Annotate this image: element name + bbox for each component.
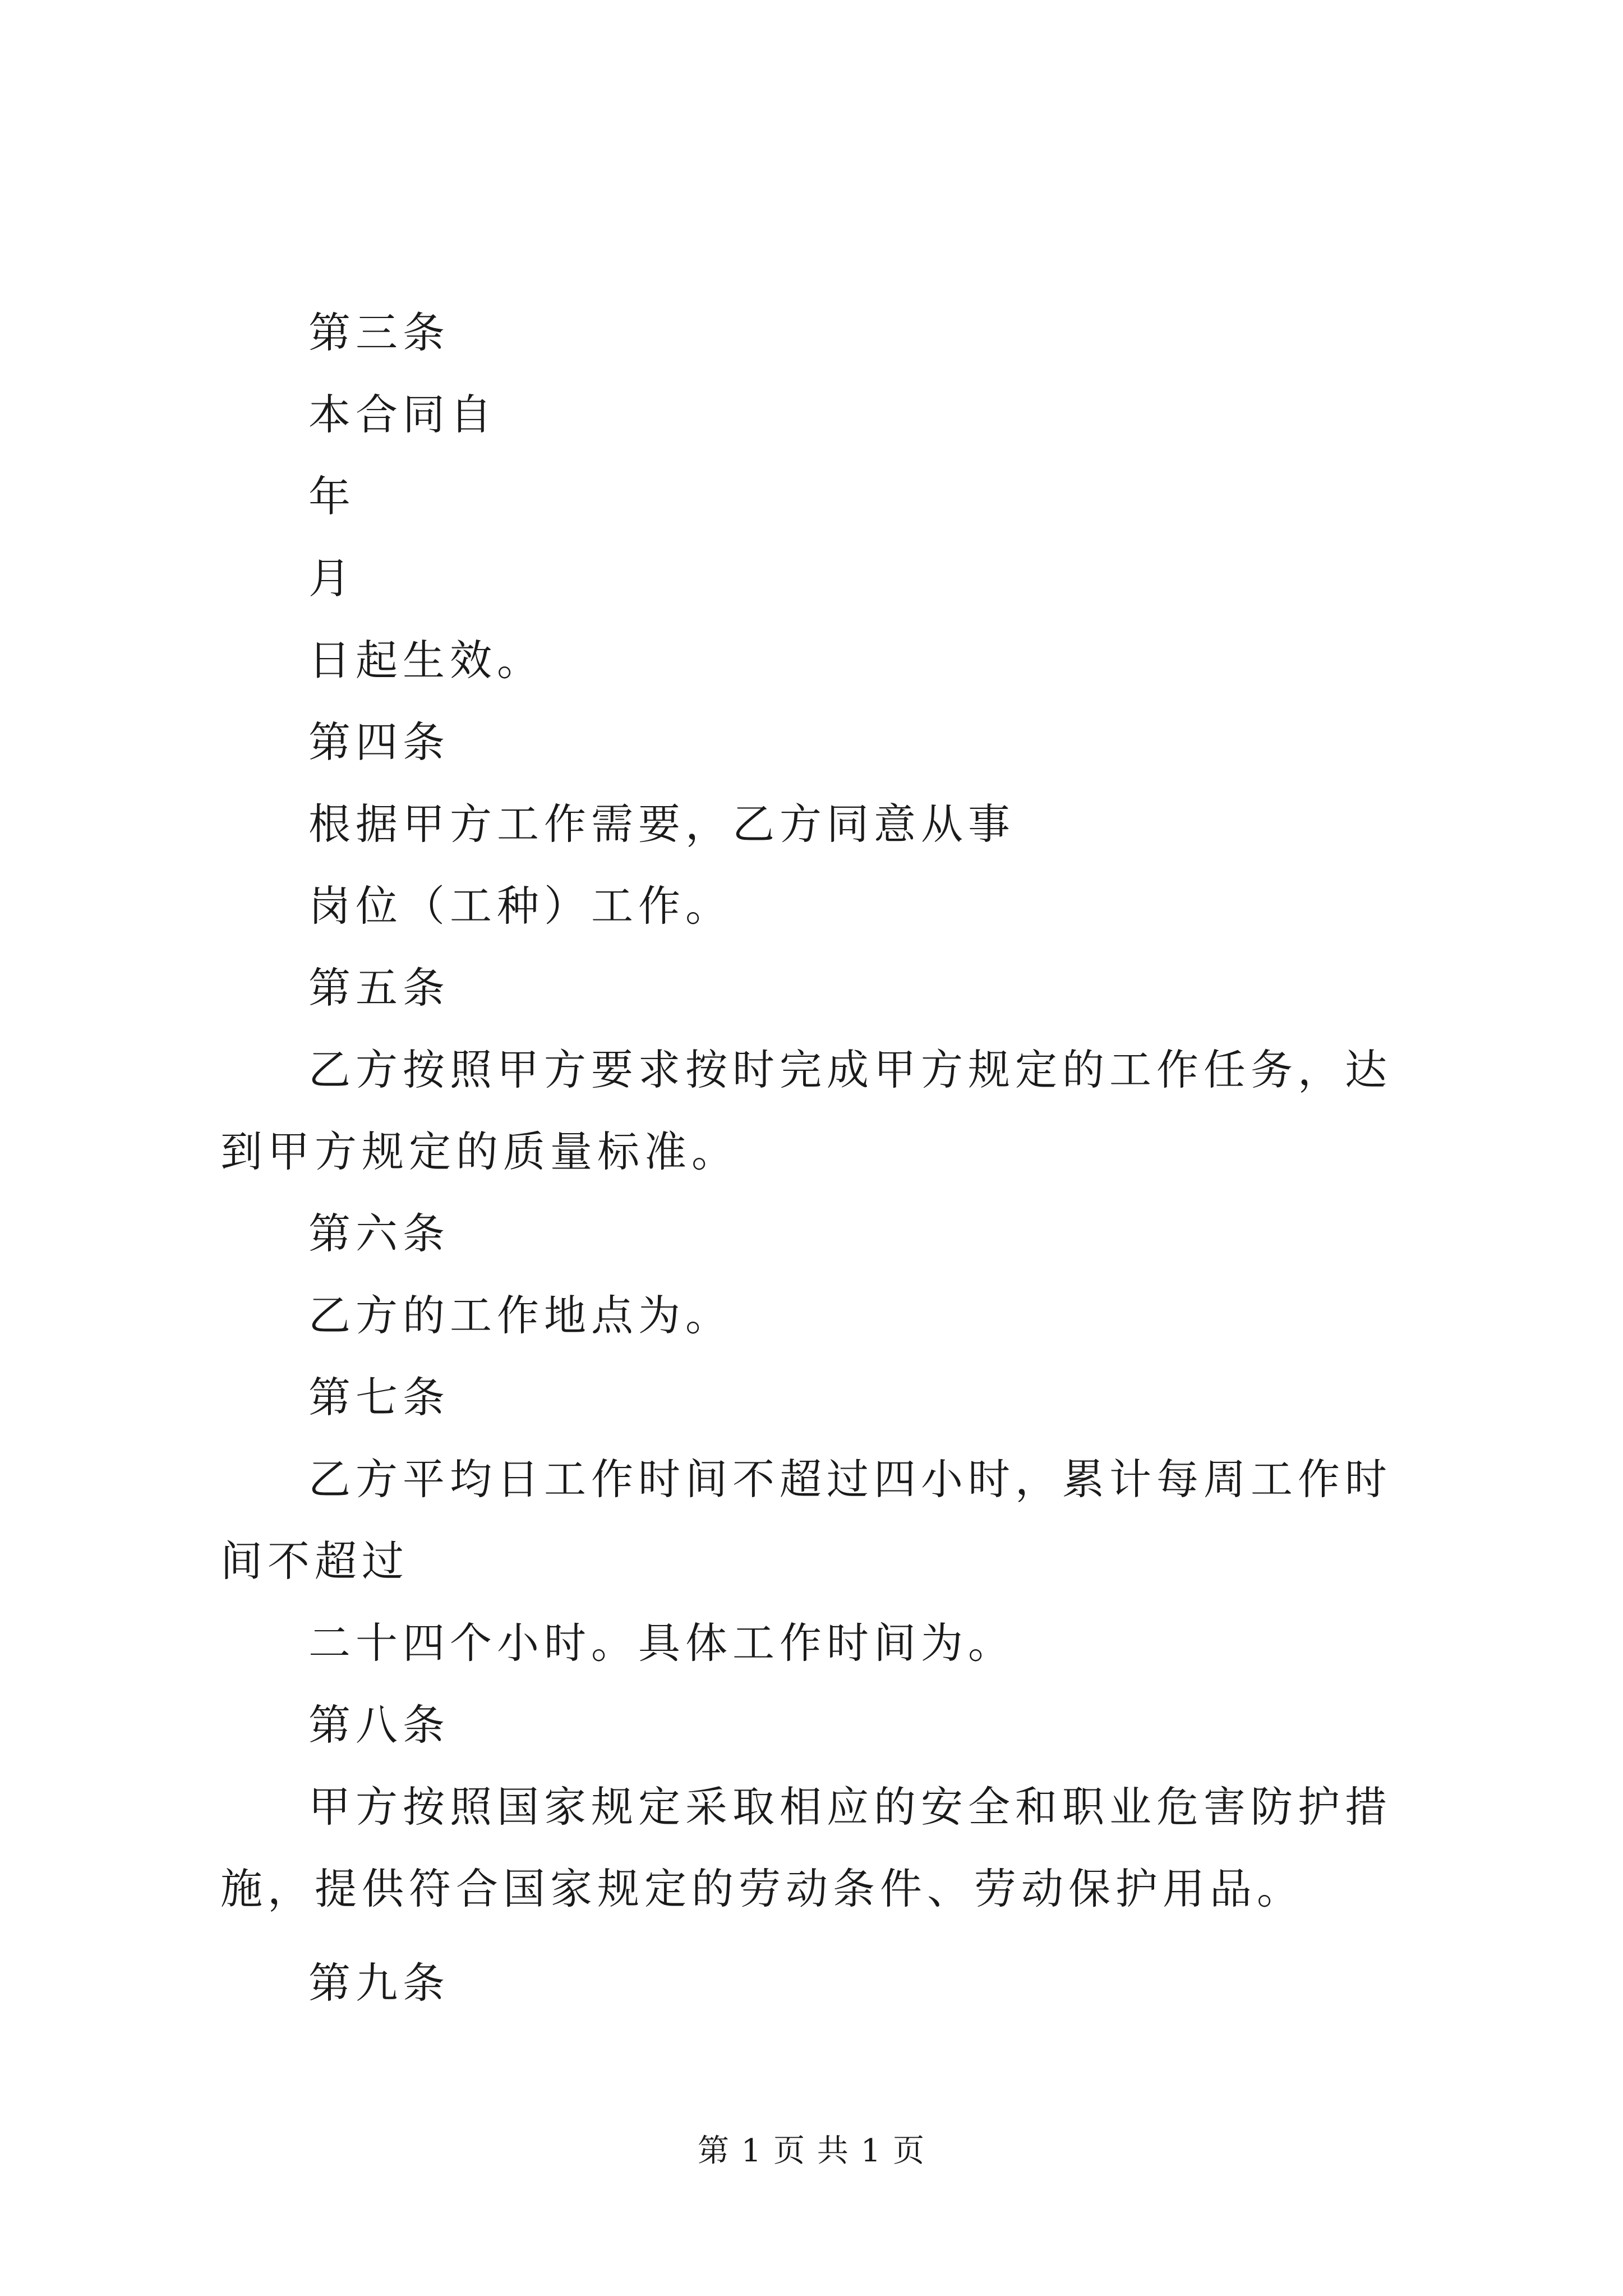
- paragraph-day-effective: 日起生效。: [308, 636, 545, 685]
- article-heading-5: 第五条: [308, 963, 450, 1013]
- article-heading-9: 第九条: [308, 1958, 450, 2008]
- paragraph-task-standard: 乙方按照甲方要求按时完成甲方规定的工作任务，达到甲方规定的质量标准。: [220, 1045, 1393, 1176]
- paragraph-safety-measures: 甲方按照国家规定采取相应的安全和职业危害防护措施，提供符合国家规定的劳动条件、劳动保护用品。: [220, 1782, 1393, 1913]
- paragraph-job-position: 岗位（工种）工作。: [308, 881, 733, 931]
- article-heading-8: 第八条: [308, 1700, 450, 1750]
- article-heading-6: 第六条: [308, 1209, 450, 1258]
- paragraph-work-hours-detail: 二十四个小时。具体工作时间为。: [308, 1618, 1016, 1668]
- article-heading-7: 第七条: [308, 1373, 450, 1422]
- article-heading-3: 第三条: [308, 308, 450, 357]
- page-number-footer: 第 1 页 共 1 页: [697, 2133, 926, 2169]
- paragraph-job-agreement: 根据甲方工作需要，乙方同意从事: [308, 799, 1016, 849]
- document-body: [220, 292, 1409, 2024]
- paragraph-year: 年: [308, 472, 356, 521]
- paragraph-work-hours-limit: 乙方平均日工作时间不超过四小时，累计每周工作时间不超过: [220, 1455, 1393, 1586]
- paragraph-month: 月: [308, 554, 356, 603]
- paragraph-work-location: 乙方的工作地点为。: [308, 1291, 733, 1340]
- article-heading-4: 第四条: [308, 717, 450, 767]
- paragraph-effective-start: 本合同自: [308, 390, 497, 439]
